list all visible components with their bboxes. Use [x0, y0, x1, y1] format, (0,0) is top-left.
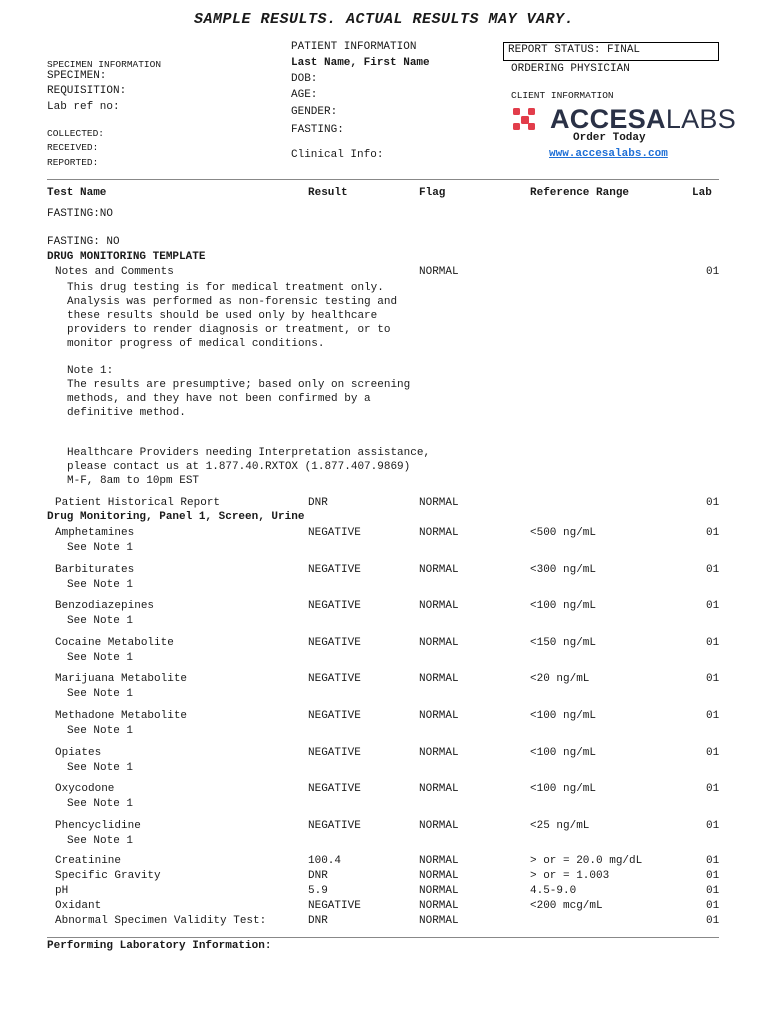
logo-square-icon — [528, 123, 535, 130]
test-lab: 01 — [706, 636, 720, 649]
logo-square-icon — [513, 108, 520, 115]
test-lab: 01 — [706, 783, 720, 796]
reported-label: REPORTED: — [47, 157, 99, 168]
test-name: Oxidant — [55, 900, 102, 912]
test-result: NEGATIVE — [308, 563, 361, 576]
accesalabs-logo-text: ACCESALABS — [550, 104, 737, 134]
test-reference-range: <200 mcg/mL — [530, 900, 603, 912]
test-name: Benzodiazepines — [55, 600, 155, 613]
notes-flag: NORMAL — [419, 266, 459, 278]
test-name: Abnormal Specimen Validity Test: — [55, 915, 267, 927]
test-lab: 01 — [706, 673, 720, 686]
test-reference-range: > or = 20.0 mg/dL — [530, 855, 643, 867]
specimen-info-title: SPECIMEN INFORMATION — [47, 59, 162, 70]
test-reference-range: <300 ng/mL — [530, 563, 597, 576]
test-name: Opiates — [55, 746, 102, 759]
historical-result: DNR — [308, 497, 328, 509]
patient-name: Last Name, First Name — [291, 57, 430, 69]
order-today-text: Order Today — [573, 132, 646, 144]
test-flag: NORMAL — [419, 819, 459, 832]
test-reference-range: <20 ng/mL — [530, 673, 590, 686]
test-result: NEGATIVE — [308, 710, 361, 722]
test-result: 5.9 — [308, 885, 328, 897]
test-reference-range: > or = 1.003 — [530, 870, 610, 882]
test-lab: 01 — [706, 746, 720, 759]
test-lab: 01 — [706, 915, 720, 927]
accesalabs-website-link[interactable]: www.accesalabs.com — [549, 148, 668, 160]
test-flag: NORMAL — [419, 885, 459, 897]
collected-label: COLLECTED: — [47, 128, 105, 139]
section-heading: Drug Monitoring, Panel 1, Screen, Urine — [47, 511, 305, 523]
fasting-line: FASTING:NO — [47, 208, 114, 220]
test-note-ref: See Note 1 — [67, 761, 134, 774]
requisition-label: REQUISITION: — [47, 85, 127, 97]
notes-label: Notes and Comments — [55, 266, 174, 278]
lab-ref-label: Lab ref no: — [47, 101, 120, 113]
col-reference-range: Reference Range — [530, 187, 630, 199]
footer-divider — [47, 937, 719, 938]
test-lab: 01 — [706, 819, 720, 832]
historical-lab: 01 — [706, 497, 720, 509]
performing-lab-heading: Performing Laboratory Information: — [47, 940, 272, 952]
test-name: Methadone Metabolite — [55, 710, 188, 722]
test-name: Specific Gravity — [55, 870, 161, 882]
test-reference-range: <100 ng/mL — [530, 710, 597, 722]
col-test-name: Test Name — [47, 187, 107, 199]
test-result: NEGATIVE — [308, 636, 361, 649]
test-lab: 01 — [706, 900, 720, 912]
col-flag: Flag — [419, 187, 446, 199]
test-flag: NORMAL — [419, 710, 459, 722]
test-result: NEGATIVE — [308, 819, 361, 832]
test-note-ref: See Note 1 — [67, 834, 134, 847]
test-note-ref: See Note 1 — [67, 542, 134, 554]
test-flag: NORMAL — [419, 673, 459, 686]
test-lab: 01 — [706, 563, 720, 576]
test-name: Amphetamines — [55, 527, 135, 539]
logo-square-icon — [521, 116, 529, 124]
specimen-label: SPECIMEN: — [47, 70, 107, 82]
notes-lab: 01 — [706, 266, 720, 278]
test-note-ref: See Note 1 — [67, 798, 134, 811]
test-lab: 01 — [706, 600, 720, 613]
test-result: NEGATIVE — [308, 900, 361, 912]
test-reference-range: <100 ng/mL — [530, 600, 597, 613]
test-flag: NORMAL — [419, 783, 459, 796]
test-note-ref: See Note 1 — [67, 615, 134, 628]
test-flag: NORMAL — [419, 636, 459, 649]
logo-square-icon — [528, 108, 535, 115]
client-info-label: CLIENT INFORMATION — [511, 90, 614, 101]
test-reference-range: <100 ng/mL — [530, 746, 597, 759]
dob-label: DOB: — [291, 73, 318, 85]
clinical-info-label: Clinical Info: — [291, 149, 384, 161]
col-result: Result — [308, 187, 348, 199]
logo-square-icon — [513, 123, 520, 130]
accesalabs-logo-mark — [513, 108, 537, 132]
report-status: REPORT STATUS: FINAL — [508, 44, 641, 56]
test-result: NEGATIVE — [308, 783, 361, 796]
page-banner: SAMPLE RESULTS. ACTUAL RESULTS MAY VARY. — [193, 11, 575, 28]
historical-name: Patient Historical Report — [55, 497, 221, 509]
test-lab: 01 — [706, 527, 720, 539]
patient-info-title: PATIENT INFORMATION — [291, 41, 417, 53]
test-name: pH — [55, 885, 69, 897]
test-flag: NORMAL — [419, 870, 459, 882]
test-reference-range: 4.5-9.0 — [530, 885, 577, 897]
received-label: RECEIVED: — [47, 142, 99, 153]
age-label: AGE: — [291, 89, 318, 101]
test-lab: 01 — [706, 855, 720, 867]
test-name: Marijuana Metabolite — [55, 673, 188, 686]
test-flag: NORMAL — [419, 600, 459, 613]
test-result: NEGATIVE — [308, 746, 361, 759]
test-name: Barbiturates — [55, 563, 135, 576]
gender-label: GENDER: — [291, 106, 338, 118]
notes-paragraph: Note 1: The results are presumptive; based only on screening methods, and they have not been confirmed by a definitive method. — [67, 365, 411, 419]
test-lab: 01 — [706, 885, 720, 897]
col-lab: Lab — [692, 187, 712, 199]
test-note-ref: See Note 1 — [67, 688, 134, 701]
test-result: DNR — [308, 915, 328, 927]
fasting-line: FASTING: NO — [47, 236, 120, 248]
test-result: NEGATIVE — [308, 673, 361, 686]
section-heading: DRUG MONITORING TEMPLATE — [47, 251, 206, 263]
test-reference-range: <25 ng/mL — [530, 819, 590, 832]
test-result: 100.4 — [308, 855, 342, 867]
notes-paragraph: This drug testing is for medical treatment only. Analysis was performed as non-forensic testing and these results should be used only by healthcare providers to render diagnosis or treatment, or to monitor progress of medical conditions. — [67, 282, 398, 350]
test-flag: NORMAL — [419, 900, 459, 912]
test-note-ref: See Note 1 — [67, 651, 134, 664]
test-reference-range: <150 ng/mL — [530, 636, 597, 649]
test-reference-range: <100 ng/mL — [530, 783, 597, 796]
test-reference-range: <500 ng/mL — [530, 527, 597, 539]
test-result: NEGATIVE — [308, 600, 361, 613]
ordering-physician-label: ORDERING PHYSICIAN — [511, 63, 630, 75]
test-lab: 01 — [706, 870, 720, 882]
test-flag: NORMAL — [419, 746, 459, 759]
test-note-ref: See Note 1 — [67, 578, 134, 591]
test-note-ref: See Note 1 — [67, 725, 134, 737]
test-name: Creatinine — [55, 855, 122, 867]
test-flag: NORMAL — [419, 563, 459, 576]
historical-flag: NORMAL — [419, 497, 459, 509]
test-name: Cocaine Metabolite — [55, 636, 174, 649]
test-result: DNR — [308, 870, 328, 882]
test-name: Oxycodone — [55, 783, 115, 796]
test-lab: 01 — [706, 710, 720, 722]
fasting-label: FASTING: — [291, 124, 344, 136]
test-flag: NORMAL — [419, 915, 459, 927]
test-result: NEGATIVE — [308, 527, 361, 539]
notes-paragraph: Healthcare Providers needing Interpretation assistance, please contact us at 1.877.40.RXTOX (1.877.407.9869) M-F, 8am to 10pm EST — [67, 447, 431, 487]
test-name: Phencyclidine — [55, 819, 141, 832]
test-flag: NORMAL — [419, 855, 459, 867]
header-divider — [47, 179, 719, 180]
test-flag: NORMAL — [419, 527, 459, 539]
